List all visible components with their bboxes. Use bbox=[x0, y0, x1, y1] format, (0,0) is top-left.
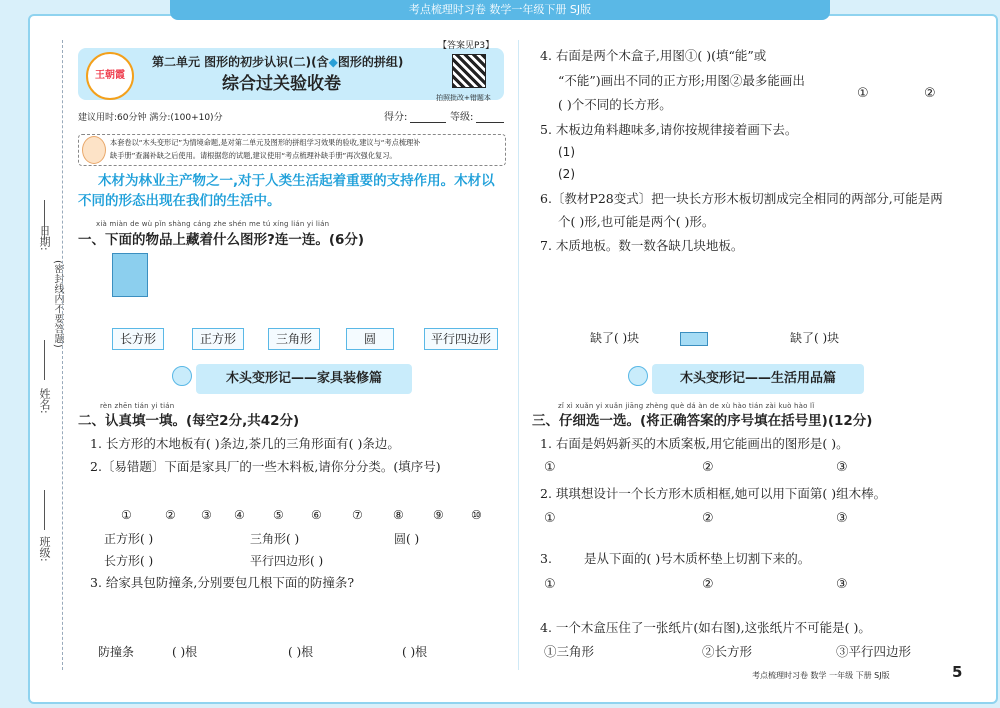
book-image bbox=[112, 253, 148, 297]
seal-notice: (密封线内不要答题) bbox=[52, 260, 63, 348]
q3-item1-opt3[interactable]: ③ bbox=[836, 460, 848, 475]
q3-item4-opt3[interactable]: ③平行四边形 bbox=[836, 644, 912, 659]
grade-label: 等级: bbox=[450, 112, 474, 123]
q1-label-rectangle[interactable]: 长方形 bbox=[112, 328, 164, 350]
shape-6-rectangle-icon bbox=[304, 486, 332, 502]
shape-num: ④ bbox=[234, 508, 245, 522]
q7-left-answer[interactable]: 缺了( )块 bbox=[590, 331, 640, 345]
unit-title: 第二单元 图形的初步认识(二)(含◆图形的拼组) bbox=[152, 55, 404, 69]
cube-icon bbox=[462, 260, 490, 288]
q2-pinyin: rèn zhēn tián yi tián bbox=[100, 402, 175, 410]
q5-row2-label: (2) bbox=[558, 167, 575, 181]
qr-caption: 拍照批改+错题本 bbox=[436, 94, 491, 102]
q3-item2-opt2[interactable]: ② bbox=[702, 511, 714, 526]
stick-icon bbox=[854, 532, 910, 537]
q4-line1: 4. 右面是两个木盒子,用图①( )(填“能”或 bbox=[540, 48, 767, 63]
page-title: 综合过关验收卷 bbox=[222, 74, 341, 94]
triangle-floor-gap bbox=[826, 294, 864, 324]
q2-title: 二、认真填一填。(每空2分,共42分) bbox=[78, 413, 300, 429]
q2-cat-parallelogram[interactable]: 平行四边形( ) bbox=[250, 554, 324, 568]
seal-line bbox=[62, 40, 63, 670]
q3-item3-num: 3. bbox=[540, 551, 552, 566]
q2-cat-rectangle[interactable]: 长方形( ) bbox=[104, 554, 154, 568]
stick-icon bbox=[720, 516, 770, 521]
q2-item3: 3. 给家具包防撞条,分别要包几根下面的防撞条? bbox=[90, 575, 355, 590]
answer-ref: 【答案见P3】 bbox=[438, 41, 495, 51]
q2-cat-circle[interactable]: 圆( ) bbox=[394, 532, 420, 546]
q2-cat-triangle[interactable]: 三角形( ) bbox=[250, 532, 300, 546]
stick-icon bbox=[720, 508, 770, 513]
q2-root2[interactable]: ( )根 bbox=[288, 645, 314, 659]
q5-row1-label: (1) bbox=[558, 145, 575, 159]
shape-num: ⑤ bbox=[273, 508, 284, 522]
q6-line1: 6.〔教材P28变式〕把一块长方形木板切割成完全相同的两部分,可能是两 bbox=[540, 191, 943, 206]
q4-line2: “不能”)画出不同的正方形;用图②最多能画出 bbox=[558, 73, 805, 88]
cuboid-front-icon bbox=[902, 58, 950, 80]
stick-icon bbox=[562, 516, 618, 521]
q2-item1: 1. 长方形的木地板有( )条边,茶几的三角形面有( )条边。 bbox=[90, 436, 400, 451]
q3-item3-opt1[interactable]: ① bbox=[544, 577, 556, 592]
q3-title: 三、仔细选一选。(将正确答案的序号填在括号里)(12分) bbox=[532, 413, 873, 429]
q3-item1-opt1[interactable]: ① bbox=[544, 460, 556, 475]
q1-label-triangle[interactable]: 三角形 bbox=[268, 328, 320, 350]
brick-floor-gap bbox=[624, 276, 682, 310]
q5-line: 5. 木板边角料趣味多,请你按规律接着画下去。 bbox=[540, 122, 798, 137]
date-label: 日期: bbox=[38, 225, 51, 251]
q3-pinyin: zǐ xì xuǎn yi xuǎn jiāng zhèng què dá àn de xù hào tián zài kuò hào lǐ bbox=[558, 402, 815, 410]
q3-item1-opt2[interactable]: ② bbox=[702, 460, 714, 475]
diamond-icon: ◆ bbox=[328, 55, 338, 69]
q1-label-circle[interactable]: 圆 bbox=[346, 328, 394, 350]
q3-item2: 2. 琪琪想设计一个长方形木质相框,她可以用下面第( )组木棒。 bbox=[540, 486, 887, 501]
intro-line2: 缺手册”查漏补缺之后使用。请根据您的试题,建议使用“考点梳理补缺手册”再次强化复习。 bbox=[110, 151, 397, 160]
mascot-icon bbox=[628, 366, 648, 386]
q3-item4-opt1[interactable]: ①三角形 bbox=[544, 644, 595, 659]
q3-item3-opt2[interactable]: ② bbox=[702, 577, 714, 592]
shape-1-rectangle-icon bbox=[112, 486, 144, 502]
time-info: 建议用时:60分钟 满分:(100+10)分 bbox=[78, 113, 223, 123]
stick-icon bbox=[720, 532, 750, 537]
stick-icon bbox=[854, 516, 910, 521]
q3-item3-opt3[interactable]: ③ bbox=[836, 577, 848, 592]
name-label: 姓名: bbox=[38, 388, 51, 414]
stick-icon bbox=[720, 524, 750, 529]
q3-item3: 是从下面的( )号木质杯垫上切割下来的。 bbox=[584, 551, 811, 566]
grade-line[interactable] bbox=[476, 122, 504, 123]
box-icon bbox=[246, 262, 312, 268]
shape-num: ① bbox=[121, 508, 132, 522]
intro-line1: 本套卷以“木头变形记”为情境命题,是对第二单元及图形的拼组学习效果的验收,建议与“考点梳理补 bbox=[110, 138, 421, 147]
shape-num: ⑧ bbox=[393, 508, 404, 522]
publisher-logo: 王朝霞 bbox=[86, 52, 134, 100]
wooden-box-icon bbox=[918, 632, 958, 656]
q3-item4: 4. 一个木盒压住了一张纸片(如右图),这张纸片不可能是( )。 bbox=[540, 620, 871, 635]
column-divider bbox=[518, 40, 519, 670]
class-label: 班级: bbox=[38, 536, 51, 562]
girl-avatar-icon bbox=[82, 136, 106, 164]
banner-furniture: 木头变形记——家具装修篇 bbox=[196, 364, 412, 394]
q2-root3[interactable]: ( )根 bbox=[402, 645, 428, 659]
cube-front-icon bbox=[848, 58, 876, 84]
q4-cap2: ② bbox=[924, 86, 936, 101]
brick-tile-icon bbox=[680, 332, 708, 346]
shape-num: ② bbox=[165, 508, 176, 522]
q7-right-answer[interactable]: 缺了( )块 bbox=[790, 331, 840, 345]
class-underline bbox=[44, 490, 45, 530]
cutting-board-icon bbox=[900, 442, 960, 462]
banner-daily-goods: 木头变形记——生活用品篇 bbox=[652, 364, 864, 394]
mascot-icon bbox=[172, 366, 192, 386]
box-front-icon bbox=[246, 268, 302, 282]
q3-item4-opt2[interactable]: ②长方形 bbox=[702, 644, 753, 659]
q3-item1: 1. 右面是妈妈新买的木质案板,用它能画出的图形是( )。 bbox=[540, 436, 849, 451]
stick-icon bbox=[562, 532, 618, 537]
score-line[interactable] bbox=[410, 122, 446, 123]
q6-line2: 个( )形,也可能是两个( )形。 bbox=[558, 214, 715, 229]
shape-num: ③ bbox=[201, 508, 212, 522]
shape-num: ⑨ bbox=[433, 508, 444, 522]
shape-num: ⑥ bbox=[311, 508, 322, 522]
q4-cap1: ① bbox=[857, 86, 869, 101]
q2-item2: 2.〔易错题〕下面是家具厂的一些木料板,请你分分类。(填序号) bbox=[90, 459, 441, 474]
q1-label-square[interactable]: 正方形 bbox=[192, 328, 244, 350]
q2-cat-square[interactable]: 正方形( ) bbox=[104, 532, 154, 546]
name-underline bbox=[44, 340, 45, 380]
qr-code-icon[interactable] bbox=[452, 54, 486, 88]
q1-title: 一、下面的物品上藏着什么图形?连一连。(6分) bbox=[78, 232, 365, 248]
stick-icon bbox=[562, 508, 618, 513]
top-bar: 考点梳理时习卷 数学一年级下册 SJ版 bbox=[170, 0, 830, 20]
stick-icon bbox=[854, 524, 890, 529]
stick-icon bbox=[562, 524, 618, 529]
q4-line3: ( )个不同的长方形。 bbox=[558, 97, 672, 112]
q1-pinyin: xià miàn de wù pǐn shàng cáng zhe shén me tú xíng lián yi lián bbox=[96, 220, 330, 228]
shape-2-circle-icon bbox=[163, 486, 179, 502]
q1-label-parallelogram[interactable]: 平行四边形 bbox=[424, 328, 498, 350]
q3-item2-opt1[interactable]: ① bbox=[544, 511, 556, 526]
footer-text: 考点梳理时习卷 数学 一年级 下册 SJ版 bbox=[752, 671, 890, 680]
story-line1: 木材为林业主产物之一,对于人类生活起着重要的支持作用。木材以 bbox=[98, 173, 495, 189]
q7-line: 7. 木质地板。数一数各缺几块地板。 bbox=[540, 238, 744, 253]
score-label: 得分: bbox=[384, 112, 408, 123]
shape-num: ⑩ bbox=[471, 508, 482, 522]
date-underline bbox=[44, 200, 45, 240]
q3-item2-opt3[interactable]: ③ bbox=[836, 511, 848, 526]
bumper-label: 防撞条 bbox=[98, 645, 135, 659]
story-line2: 不同的形态出现在我们的生活中。 bbox=[78, 193, 281, 209]
q2-root1[interactable]: ( )根 bbox=[172, 645, 198, 659]
stick-icon bbox=[854, 508, 910, 513]
shape-num: ⑦ bbox=[352, 508, 363, 522]
shape-4-square-icon bbox=[232, 486, 248, 502]
page-number: 5 bbox=[952, 663, 963, 681]
